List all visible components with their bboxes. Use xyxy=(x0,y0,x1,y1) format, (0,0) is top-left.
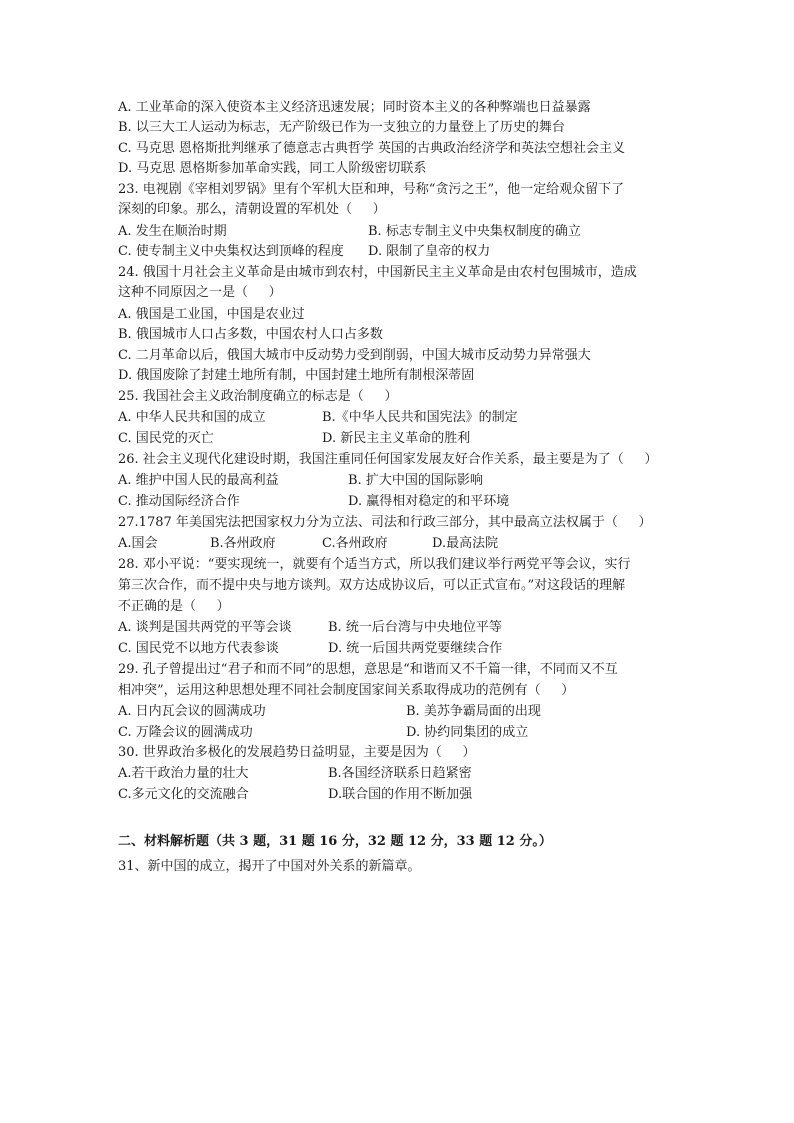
q28-stem-line3: 不正确的是（ ） xyxy=(118,599,230,614)
q25-option-d: D. 新民主主义革命的胜利 xyxy=(322,431,471,446)
q27-stem: 27.1787 年美国宪法把国家权力分为立法、司法和行政三部分，其中最高立法权属于（ ） xyxy=(118,515,652,530)
q31-stem: 31、新中国的成立，揭开了中国对外关系的新篇章。 xyxy=(118,859,421,874)
q27-option-d: D.最高法院 xyxy=(432,536,499,551)
q24-stem-line2: 这种不同原因之一是（ ） xyxy=(118,285,282,300)
q23-option-b: B. 标志专制主义中央集权制度的确立 xyxy=(368,224,581,239)
q24-option-b: B. 俄国城市人口占多数，中国农村人口占多数 xyxy=(118,327,383,342)
q27-option-a: A.国会 xyxy=(118,536,158,551)
q26-option-a: A. 维护中国人民的最高利益 xyxy=(118,473,279,488)
section2-heading: 二、材料解析题（共 3 题，31 题 16 分，32 题 12 分，33 题 12 分。） xyxy=(118,834,552,849)
q24-stem-line1: 24. 俄国十月社会主义革命是由城市到农村，中国新民主主义革命是由农村包围城市，造成 xyxy=(118,265,637,280)
q28-stem-line2: 第三次合作，而不提中央与地方谈判。双方达成协议后，可以正式宣布。”对这段话的理解 xyxy=(118,578,626,593)
q25-option-b: B.《中华人民共和国宪法》的制定 xyxy=(322,410,518,425)
q30-option-b: B.各国经济联系日趋紧密 xyxy=(328,766,472,781)
q28-option-d: D. 统一后国共两党要继续合作 xyxy=(328,641,503,656)
q25-option-a: A. 中华人民共和国的成立 xyxy=(118,410,266,425)
q25-stem: 25. 我国社会主义政治制度确立的标志是（ ） xyxy=(118,389,398,404)
q30-option-a: A.若干政治力量的壮大 xyxy=(118,766,249,781)
q22-option-b: B. 以三大工人运动为标志，无产阶级已作为一支独立的力量登上了历史的舞台 xyxy=(118,120,565,135)
q23-stem-line2: 深刻的印象。那么，清朝设置的军机处（ ） xyxy=(118,202,386,217)
q29-stem-line2: 相冲突”，运用这种思想处理不同社会制度国家间关系取得成功的范例有（ ） xyxy=(118,683,575,698)
q27-option-c: C.各州政府 xyxy=(322,536,388,551)
q29-option-b: B. 美苏争霸局面的出现 xyxy=(406,704,541,719)
q29-stem-line1: 29. 孔子曾提出过“君子和而不同”的思想，意思是“和谐而又不千篇一律，不同而又不互 xyxy=(118,662,618,677)
q23-option-c: C. 使专制主义中央集权达到顶峰的程度 xyxy=(118,244,344,259)
q22-option-d: D. 马克思 恩格斯参加革命实践，同工人阶级密切联系 xyxy=(118,161,427,176)
q27-option-b: B.各州政府 xyxy=(210,536,276,551)
q23-stem-line1: 23. 电视剧《宰相刘罗锅》里有个军机大臣和珅，号称“贪污之王”，他一定给观众留下了 xyxy=(118,182,625,197)
q28-option-a: A. 谈判是国共两党的平等会谈 xyxy=(118,620,292,635)
q29-option-a: A. 日内瓦会议的圆满成功 xyxy=(118,704,266,719)
q22-option-a: A. 工业革命的深入使资本主义经济迅速发展；同时资本主义的各种弊端也日益暴露 xyxy=(118,100,591,115)
q26-option-d: D. 赢得相对稳定的和平环境 xyxy=(348,494,510,509)
q23-option-a: A. 发生在顺治时期 xyxy=(118,224,227,239)
q24-option-a: A. 俄国是工业国，中国是农业过 xyxy=(118,307,305,322)
q30-option-c: C.多元文化的交流融合 xyxy=(118,787,249,802)
q29-option-c: C. 万隆会议的圆满成功 xyxy=(118,725,253,740)
q24-option-c: C. 二月革命以后，俄国大城市中反动势力受到削弱，中国大城市反动势力异常强大 xyxy=(118,348,591,363)
q22-option-c: C. 马克思 恩格斯批判继承了德意志古典哲学 英国的古典政治经济学和英法空想社会主义 xyxy=(118,141,626,156)
q28-stem-line1: 28. 邓小平说：“要实现统一，就要有个适当方式，所以我们建议举行两党平等会议，实行 xyxy=(118,557,631,572)
q23-option-d: D. 限制了皇帝的权力 xyxy=(368,244,491,259)
q24-option-d: D. 俄国废除了封建土地所有制，中国封建土地所有制根深蒂固 xyxy=(118,368,475,383)
q28-option-c: C. 国民党不以地方代表参谈 xyxy=(118,641,279,656)
q25-option-c: C. 国民党的灭亡 xyxy=(118,431,214,446)
q26-stem: 26. 社会主义现代化建设时期，我国注重同任何国家发展友好合作关系，最主要是为了（ ） xyxy=(118,452,658,467)
q26-option-c: C. 推动国际经济合作 xyxy=(118,494,240,509)
q30-stem: 30. 世界政治多极化的发展趋势日益明显，主要是因为（ ） xyxy=(118,745,476,760)
q26-option-b: B. 扩大中国的国际影响 xyxy=(348,473,483,488)
q30-option-d: D.联合国的作用不断加强 xyxy=(328,787,473,802)
q29-option-d: D. 协约同集团的成立 xyxy=(406,725,529,740)
q28-option-b: B. 统一后台湾与中央地位平等 xyxy=(328,620,502,635)
